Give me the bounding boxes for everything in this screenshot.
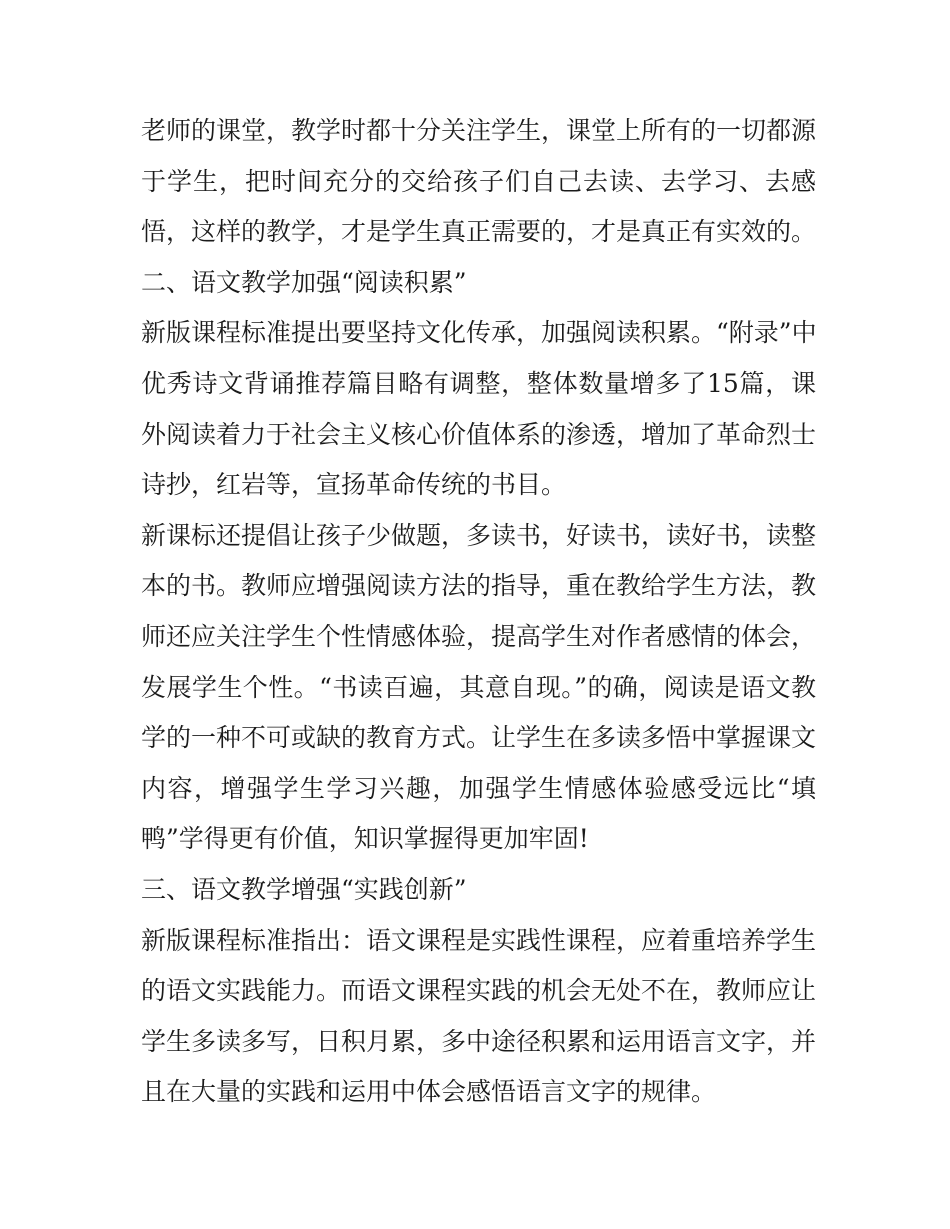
text-line: 优秀诗文背诵推荐篇目略有调整，整体数量增多了15篇，课 [141,368,816,398]
text-line: 且在大量的实践和运用中体会感悟语言文字的规律。 [141,1077,717,1107]
text-line: 鸭”学得更有价值，知识掌握得更加牢固! [141,824,589,854]
text-line: 的语文实践能力。而语文课程实践的机会无处不在，教师应让 [141,976,817,1006]
text-line: 发展学生个性。“书读百遍，其意自现。”的确，阅读是语文教 [141,672,816,702]
text-line: 学生多读多写，日积月累，多中途径积累和运用语言文字，并 [141,1026,817,1056]
text-line: 师还应关注学生个性情感体验，提高学生对作者感情的体会， [141,621,817,651]
section-heading: 二、语文教学加强“阅读积累” [141,267,467,297]
text-line: 学的一种不可或缺的教育方式。让学生在多读多悟中掌握课文 [141,723,817,753]
text-line: 新版课程标准提出要坚持文化传承，加强阅读积累。“附录”中 [141,318,817,348]
text-line: 本的书。教师应增强阅读方法的指导，重在教给学生方法，教 [141,571,817,601]
text-line: 内容，增强学生学习兴趣，加强学生情感体验感受远比“填 [141,773,816,803]
text-line: 新课标还提倡让孩子少做题，多读书，好读书，读好书，读整 [141,520,817,550]
text-line: 于学生，把时间充分的交给孩子们自己去读、去学习、去感 [141,166,816,196]
document-body [141,106,816,1118]
text-line: 诗抄，红岩等，宣扬革命传统的书目。 [141,470,567,500]
text-line: 外阅读着力于社会主义核心价值体系的渗透，增加了革命烈士 [141,419,817,449]
text-line: 悟，这样的教学，才是学生真正需要的，才是真正有实效的。 [141,217,817,247]
text-line: 新版课程标准指出：语文课程是实践性课程，应着重培养学生 [141,925,817,955]
section-heading: 三、语文教学增强“实践创新” [141,874,467,904]
text-line: 老师的课堂，教学时都十分关注学生，课堂上所有的一切都源 [141,116,817,145]
